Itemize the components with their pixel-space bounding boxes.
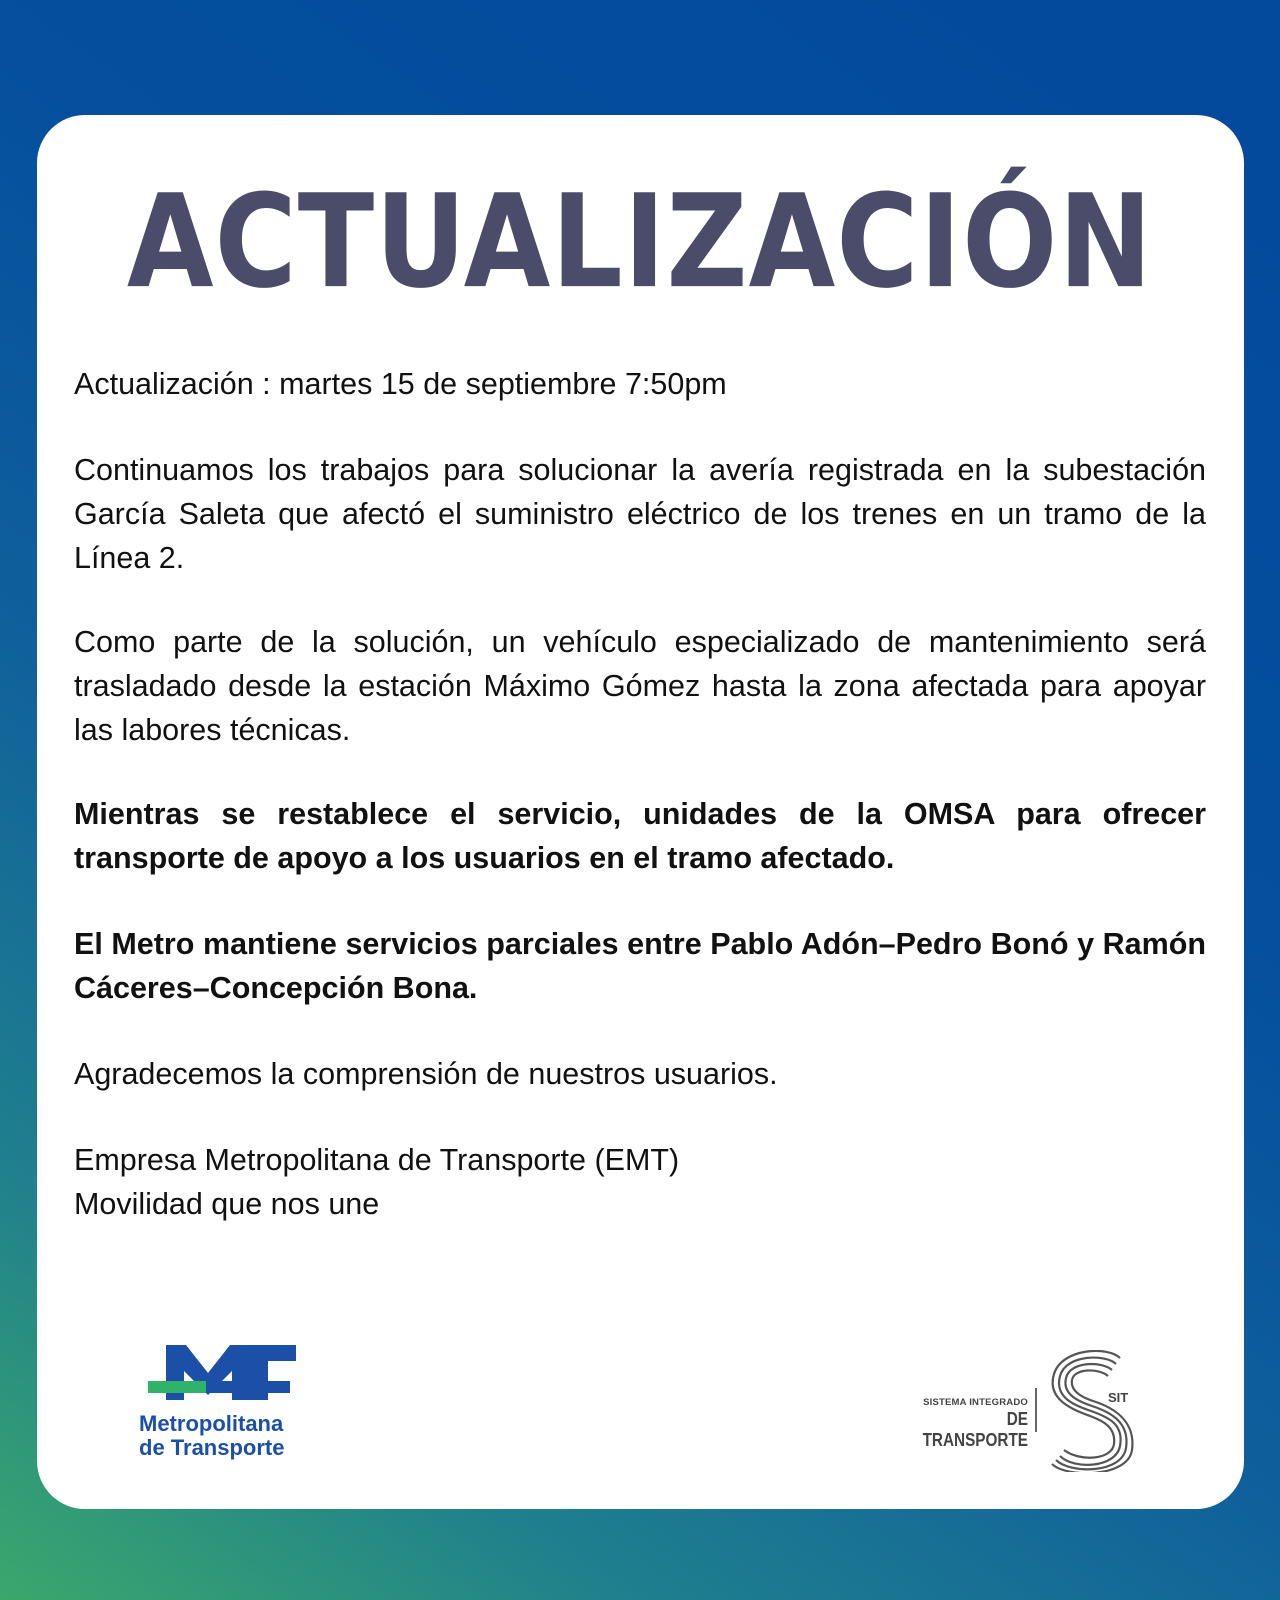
sit-abbr: SIT xyxy=(1108,1390,1129,1405)
sit-s-mark-icon xyxy=(1046,1350,1136,1472)
signature-slogan: Movilidad que nos une xyxy=(74,1187,380,1221)
paragraph-omsa: Mientras se restablece el servicio, unidades de la OMSA para ofrecer transporte de apoyo a los usuarios en el tramo afectado. xyxy=(74,797,1206,875)
sit-divider xyxy=(1035,1388,1037,1432)
paragraph-partial-service: El Metro mantiene servicios parciales entre Pablo Adón–Pedro Bonó y Ramón Cáceres–Concepción Bona. xyxy=(74,927,1206,1005)
headline: ACTUALIZACIÓN xyxy=(126,167,1154,318)
update-line: Actualización : martes 15 de septiembre 7:50pm xyxy=(74,367,727,401)
emt-name-line2: de Transporte xyxy=(139,1435,285,1460)
emt-name xyxy=(139,1412,284,1460)
paragraph-repair: Continuamos los trabajos para solucionar la avería registrada en la subestación García Saleta que afectó el suministro eléctrico de los trenes en un tramo de la Línea 2. xyxy=(74,453,1206,575)
signature-company: Empresa Metropolitana de Transporte (EMT) xyxy=(74,1143,680,1177)
emt-name-line1: Metropolitana xyxy=(139,1411,284,1436)
thanks-line: Agradecemos la comprensión de nuestros usuarios. xyxy=(74,1057,778,1091)
sit-tag-line2: DE TRANSPORTE xyxy=(922,1409,1028,1450)
paragraph-vehicle: Como parte de la solución, un vehículo especializado de mantenimiento será trasladado desde la estación Máximo Gómez hasta la zona afectada para apoyar las labores técnicas. xyxy=(74,625,1206,747)
sit-tag-line1: SISTEMA INTEGRADO xyxy=(923,1397,1028,1408)
